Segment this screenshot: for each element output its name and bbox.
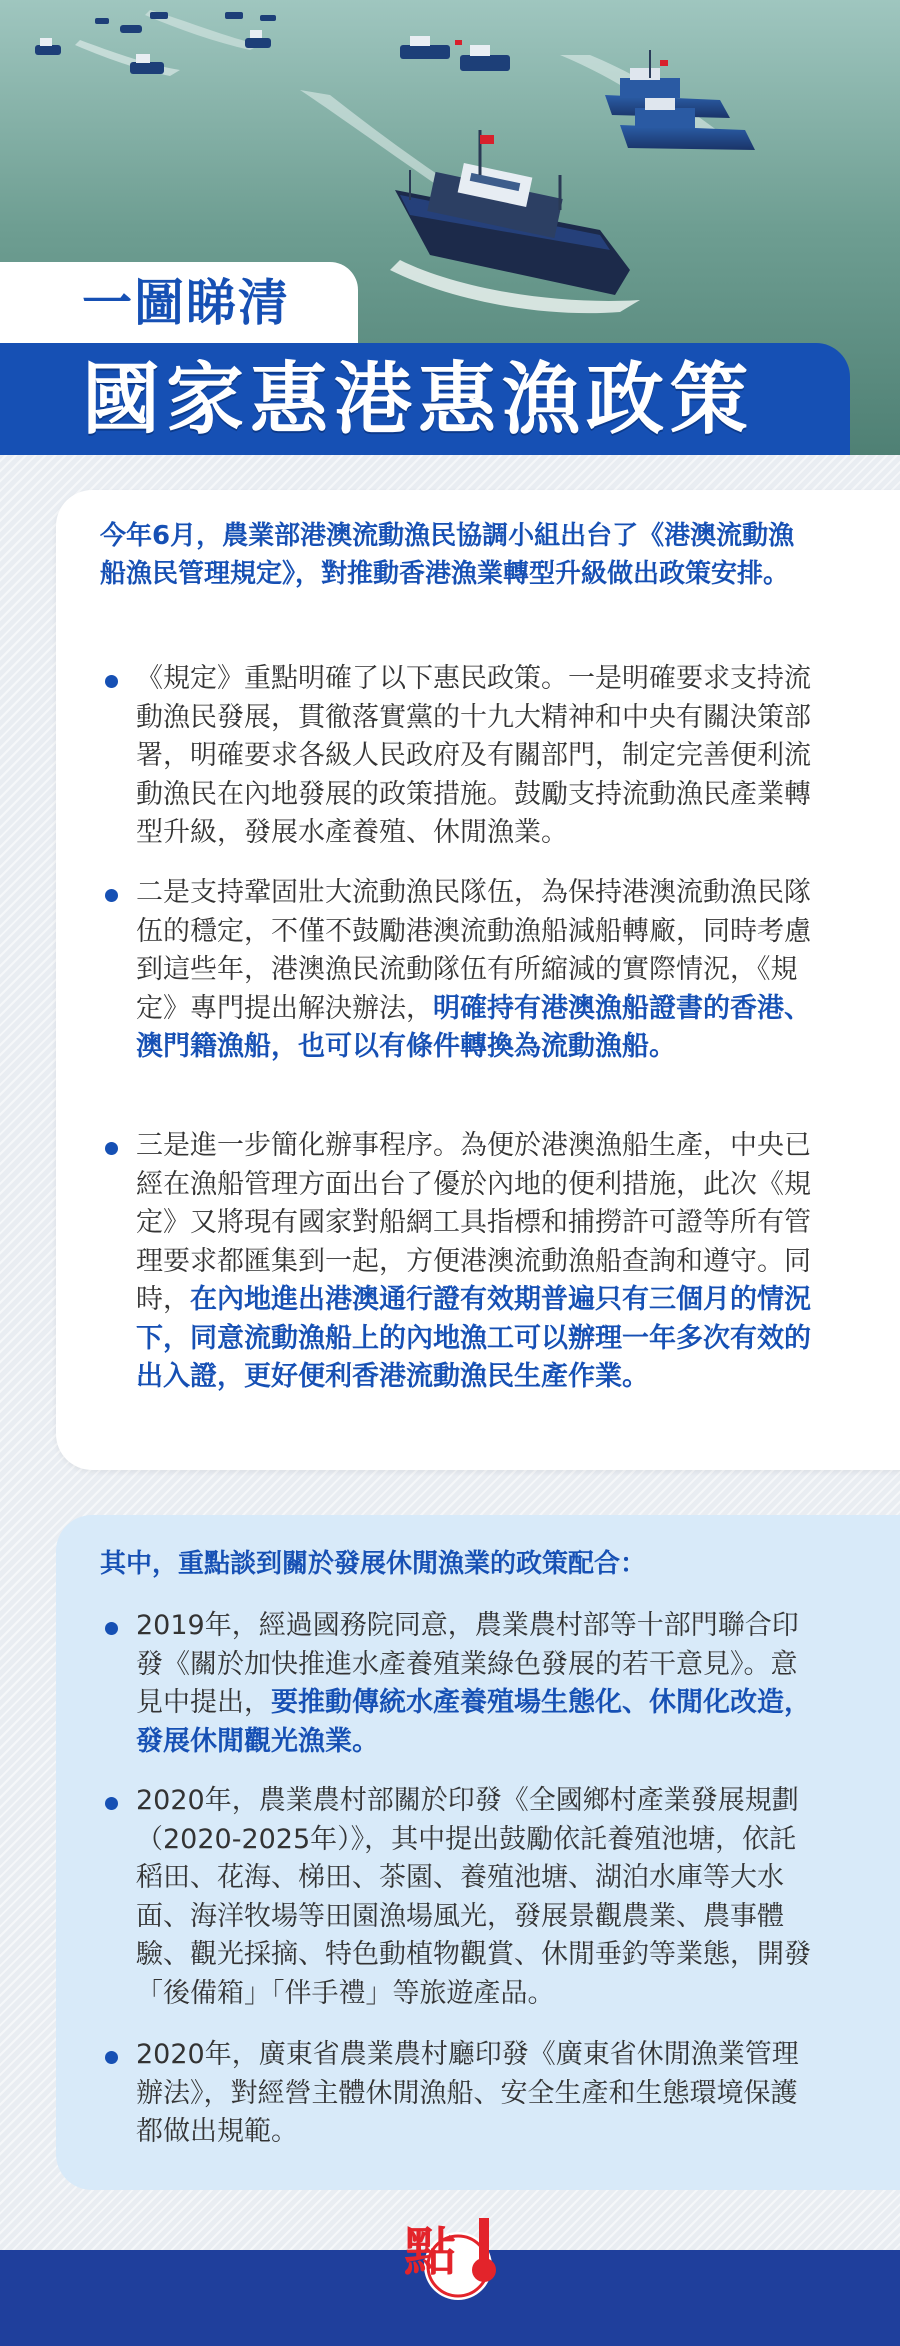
bullet-text: 2019年，經過國務院同意，農業農村部等十部門聯合印發《關於加快推進水產養殖業綠色發展的若干意見》。意見中提出， [136,1610,799,1718]
bullet-highlight: 要推動傳統水產養殖場生態化、休閒化改造，發展休閒觀光漁業。 [136,1687,811,1757]
bullet-item [100,1127,815,1397]
bullet-item [100,660,815,853]
bullet-highlight: 在內地進出港澳通行證有效期普遍只有三個月的情況下，同意流動漁船上的內地漁工可以辦理一年多次有效的出入證，更好便利香港流動漁民生產作業。 [136,1284,811,1392]
bullet-item [100,1782,815,2013]
bullet-text: 2020年，廣東省農業農村廳印發《廣東省休閒漁業管理辦法》，對經營主體休閒漁船、安全生產和生態環境保護都做出規範。 [136,2039,799,2147]
bullet-item [100,874,815,1067]
bullet-dot-icon [105,2051,118,2064]
section1-intro: 今年6月，農業部港澳流動漁民協調小組出台了《港澳流動漁船漁民管理規定》，對推動香港漁業轉型升級做出政策安排。 [100,521,795,589]
section2-intro: 其中，重點談到關於發展休閒漁業的政策配合： [100,1549,647,1579]
page-title: 國家惠港惠漁政策 [82,355,755,445]
bullet-text: 《規定》重點明確了以下惠民政策。一是明確要求支持流動漁民發展，貫徹落實黨的十九大精神和中央有關決策部署，明確要求各級人民政府及有關部門，制定完善便利流動漁民在內地發展的政策措施。鼓勵支持流動漁民產業轉型升級，發展水產養殖、休閒漁業。 [136,663,811,848]
bullet-dot-icon [105,675,118,688]
bullet-text: 二是支持鞏固壯大流動漁民隊伍，為保持港澳流動漁民隊伍的穩定，不僅不鼓勵港澳流動漁船減船轉廠，同時考慮到這些年，港澳漁民流動隊伍有所縮減的實際情況，《規定》專門提出解決辦法， [136,877,811,1024]
bullet-dot-icon [105,1142,118,1155]
bullet-highlight: 明確持有港澳漁船證書的香港、澳門籍漁船，也可以有條件轉換為流動漁船。 [136,992,811,1062]
logo-char: 點 [404,2223,457,2283]
dot-logo-icon [386,2208,516,2308]
bullet-dot-icon [105,1797,118,1810]
bullet-text: 三是進一步簡化辦事程序。為便於港澳漁船生產，中央已經在漁船管理方面出台了優於內地的便利措施，此次《規定》又將現有國家對船網工具指標和捕撈許可證等所有管理要求都匯集到一起，方便港澳流動漁船查詢和遵守。同時， [136,1130,811,1315]
bullet-item [100,1607,815,1761]
bullet-item [100,2036,815,2152]
title-small: 一圖睇清 [82,274,290,332]
bullet-text: 2020年，農業農村部關於印發《全國鄉村產業發展規劃（2020-2025年）》，其中提出鼓勵依託養殖池塘，依託稻田、花海、梯田、茶園、養殖池塘、湖泊水庫等大水面、海洋牧場等田園漁場風光，發展景觀農業、農事體驗、觀光採摘、特色動植物觀賞、休閒垂釣等業態，開發「後備箱」「伴手禮」等旅遊產品。 [136,1785,811,2009]
bullet-dot-icon [105,1622,118,1635]
bullet-dot-icon [105,889,118,902]
